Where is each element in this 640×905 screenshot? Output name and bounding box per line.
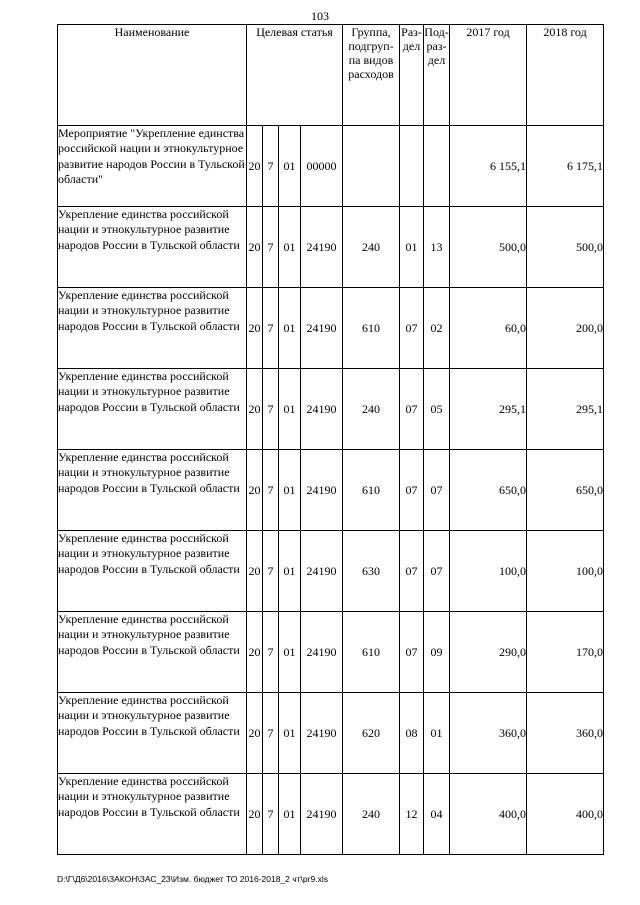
subsection: 13 (424, 207, 450, 288)
subsection: 02 (424, 288, 450, 369)
amount-2018: 170,0 (527, 612, 604, 693)
table-body (58, 126, 604, 855)
table-header-row (58, 25, 604, 126)
amount-2017: 500,0 (450, 207, 527, 288)
target-part-2: 7 (263, 126, 279, 207)
target-part-1: 20 (247, 288, 263, 369)
target-part-4: 24190 (301, 369, 343, 450)
target-part-1: 20 (247, 207, 263, 288)
amount-2018: 650,0 (527, 450, 604, 531)
target-part-4: 24190 (301, 450, 343, 531)
target-part-3: 01 (279, 693, 301, 774)
section: 07 (400, 369, 424, 450)
target-part-2: 7 (263, 531, 279, 612)
file-path-footer: D:\Г\Д6\2016\ЗАКОН\ЗАС_23\Изм. бюджет ТО 2016-2018_2 чт\pr9.xls (57, 874, 328, 884)
table-row (58, 126, 604, 207)
target-part-2: 7 (263, 693, 279, 774)
table-row (58, 531, 604, 612)
amount-2017: 400,0 (450, 774, 527, 855)
target-part-1: 20 (247, 369, 263, 450)
table-row (58, 612, 604, 693)
table-row (58, 288, 604, 369)
expense-group: 240 (343, 369, 400, 450)
section (400, 126, 424, 207)
expense-group: 240 (343, 774, 400, 855)
target-part-2: 7 (263, 207, 279, 288)
amount-2017: 100,0 (450, 531, 527, 612)
target-part-4: 24190 (301, 288, 343, 369)
page-number: 103 (311, 9, 329, 23)
header-expense-group: Группа, подгруп- па видов расходов (343, 25, 400, 126)
expense-group: 610 (343, 450, 400, 531)
subsection: 07 (424, 531, 450, 612)
amount-2017: 295,1 (450, 369, 527, 450)
row-name: Укрепление единства российской нации и этнокультурное развитие народов России в Тульской области (58, 531, 247, 612)
section: 07 (400, 450, 424, 531)
section: 07 (400, 288, 424, 369)
target-part-3: 01 (279, 531, 301, 612)
amount-2017: 6 155,1 (450, 126, 527, 207)
subsection: 05 (424, 369, 450, 450)
target-part-2: 7 (263, 288, 279, 369)
table-row (58, 774, 604, 855)
header-2017: 2017 год (450, 25, 527, 126)
target-part-1: 20 (247, 126, 263, 207)
target-part-2: 7 (263, 612, 279, 693)
amount-2018: 100,0 (527, 531, 604, 612)
amount-2017: 290,0 (450, 612, 527, 693)
row-name: Укрепление единства российской нации и этнокультурное развитие народов России в Тульской области (58, 288, 247, 369)
amount-2018: 295,1 (527, 369, 604, 450)
table-row (58, 693, 604, 774)
target-part-3: 01 (279, 369, 301, 450)
subsection (424, 126, 450, 207)
row-name: Мероприятие "Укрепление единства российской нации и этнокультурное развитие народов России в Тульской области" (58, 126, 247, 207)
target-part-1: 20 (247, 693, 263, 774)
expense-group: 630 (343, 531, 400, 612)
target-part-2: 7 (263, 450, 279, 531)
target-part-3: 01 (279, 126, 301, 207)
section: 07 (400, 531, 424, 612)
target-part-1: 20 (247, 612, 263, 693)
row-name: Укрепление единства российской нации и этнокультурное развитие народов России в Тульской области (58, 774, 247, 855)
table-row (58, 450, 604, 531)
section: 07 (400, 612, 424, 693)
amount-2018: 6 175,1 (527, 126, 604, 207)
expense-group: 610 (343, 288, 400, 369)
section: 08 (400, 693, 424, 774)
amount-2017: 60,0 (450, 288, 527, 369)
amount-2017: 360,0 (450, 693, 527, 774)
target-part-3: 01 (279, 450, 301, 531)
row-name: Укрепление единства российской нации и этнокультурное развитие народов России в Тульской области (58, 207, 247, 288)
target-part-3: 01 (279, 612, 301, 693)
amount-2018: 400,0 (527, 774, 604, 855)
amount-2017: 650,0 (450, 450, 527, 531)
expense-group: 620 (343, 693, 400, 774)
target-part-4: 24190 (301, 693, 343, 774)
expense-group: 240 (343, 207, 400, 288)
amount-2018: 360,0 (527, 693, 604, 774)
target-part-3: 01 (279, 288, 301, 369)
budget-table (57, 24, 604, 855)
expense-group: 610 (343, 612, 400, 693)
header-target-article: Целевая статья (247, 25, 343, 126)
header-subsection: Под- раз- дел (424, 25, 450, 126)
target-part-4: 24190 (301, 531, 343, 612)
expense-group (343, 126, 400, 207)
subsection: 01 (424, 693, 450, 774)
header-2018: 2018 год (527, 25, 604, 126)
amount-2018: 500,0 (527, 207, 604, 288)
row-name: Укрепление единства российской нации и этнокультурное развитие народов России в Тульской области (58, 369, 247, 450)
table-row (58, 369, 604, 450)
target-part-4: 24190 (301, 774, 343, 855)
target-part-4: 00000 (301, 126, 343, 207)
subsection: 07 (424, 450, 450, 531)
target-part-3: 01 (279, 774, 301, 855)
section: 01 (400, 207, 424, 288)
section: 12 (400, 774, 424, 855)
header-section: Раз- дел (400, 25, 424, 126)
row-name: Укрепление единства российской нации и этнокультурное развитие народов России в Тульской области (58, 693, 247, 774)
table-row (58, 207, 604, 288)
target-part-2: 7 (263, 774, 279, 855)
row-name: Укрепление единства российской нации и этнокультурное развитие народов России в Тульской области (58, 612, 247, 693)
target-part-1: 20 (247, 450, 263, 531)
amount-2018: 200,0 (527, 288, 604, 369)
target-part-4: 24190 (301, 612, 343, 693)
target-part-3: 01 (279, 207, 301, 288)
target-part-2: 7 (263, 369, 279, 450)
subsection: 09 (424, 612, 450, 693)
target-part-1: 20 (247, 531, 263, 612)
target-part-1: 20 (247, 774, 263, 855)
row-name: Укрепление единства российской нации и этнокультурное развитие народов России в Тульской области (58, 450, 247, 531)
subsection: 04 (424, 774, 450, 855)
target-part-4: 24190 (301, 207, 343, 288)
header-name: Наименование (58, 25, 247, 126)
